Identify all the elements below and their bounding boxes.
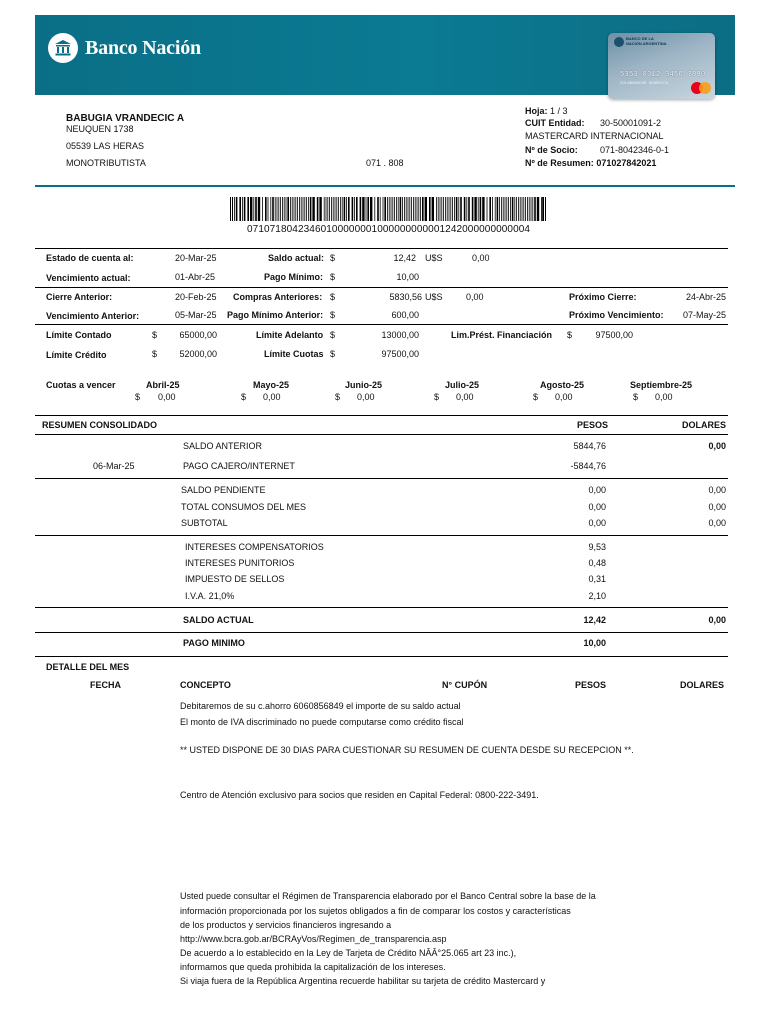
int-comp-label: INTERESES COMPENSATORIOS: [185, 542, 324, 552]
summary-line-3: [35, 324, 728, 325]
proximo-venc-label: Próximo Vencimiento:: [569, 310, 664, 320]
lim-prest-label: Lim.Prést. Financiación: [451, 330, 553, 340]
limite-cuotas-label: Límite Cuotas: [264, 349, 324, 359]
cuota-month: Julio-25: [445, 380, 480, 390]
barcode-bar: [336, 197, 337, 221]
pago-min-anterior-label: Pago Mínimo Anterior:: [227, 310, 324, 320]
barcode-bar: [420, 197, 421, 221]
barcode-bar: [327, 197, 328, 221]
saldo-actual-label: Saldo actual:: [268, 253, 325, 263]
barcode-bar: [384, 197, 386, 221]
barcode-bar: [525, 197, 526, 221]
barcode-bar: [406, 197, 407, 221]
summary-line-2: [35, 287, 728, 288]
currency-usd: U$S: [425, 253, 443, 263]
barcode-bar: [268, 197, 269, 221]
barcode-bar: [317, 197, 319, 221]
barcode-bar: [354, 197, 355, 221]
mastercard-logo-icon: [691, 82, 711, 94]
resumen-number: Nº de Resumen: 071027842021: [525, 158, 657, 168]
barcode-bar: [304, 197, 305, 221]
barcode-bar: [394, 197, 395, 221]
saldo-anterior-pesos: 5844,76: [573, 441, 606, 451]
resumen-line-3: [35, 535, 728, 536]
customer-city: 05539 LAS HERAS: [66, 141, 145, 151]
barcode-bar: [312, 197, 314, 221]
card-bank-logo: [614, 37, 624, 47]
compras-anteriores-label: Compras Anteriores:: [233, 292, 323, 302]
legal-line: Usted puede consultar el Régimen de Transparencia elaborado por el Banco Central sobre la base de la: [180, 891, 596, 901]
int-pun-label: INTERESES PUNITORIOS: [185, 558, 295, 568]
barcode-bar: [512, 197, 514, 221]
saldo-actual-usd: 0,00: [472, 253, 490, 263]
barcode-bar: [335, 197, 336, 221]
barcode-bar: [523, 197, 524, 221]
barcode-bar: [396, 197, 397, 221]
currency-symbol: $: [567, 330, 573, 340]
bank-logo: [48, 33, 201, 63]
branch-code: 071 . 808: [366, 158, 404, 168]
pago-pesos: -5844,76: [570, 461, 606, 471]
entity-name: MASTERCARD INTERNACIONAL: [525, 131, 664, 141]
resumen-line-2: [35, 478, 728, 479]
barcode-bar: [275, 197, 276, 221]
barcode-bar: [402, 197, 403, 221]
barcode-bar: [472, 197, 474, 221]
cuota-amount: 0,00: [158, 392, 176, 402]
limite-adelanto-label: Límite Adelanto: [256, 330, 324, 340]
legal-link[interactable]: http://www.bcra.gob.ar/BCRAyVos/Regimen_de_transparencia.asp: [180, 934, 447, 944]
saldo-anterior-label: SALDO ANTERIOR: [183, 441, 263, 451]
nota-iva: El monto de IVA discriminado no puede computarse como crédito fiscal: [180, 717, 464, 727]
bank-building-icon: [48, 33, 78, 63]
barcode-bar: [543, 197, 544, 221]
venc-anterior-value: 05-Mar-25: [175, 310, 217, 320]
barcode-bar: [480, 197, 482, 221]
socio-label: Nº de Socio:: [525, 145, 578, 155]
barcode-bar: [280, 197, 281, 221]
currency-symbol: $: [434, 392, 440, 402]
credit-card-image: [608, 33, 715, 99]
cuota-amount: 0,00: [456, 392, 474, 402]
cuota-amount: 0,00: [357, 392, 375, 402]
barcode-bar: [541, 197, 543, 221]
barcode-bar: [468, 197, 470, 221]
currency-symbol: $: [330, 253, 336, 263]
barcode-bar: [391, 197, 392, 221]
barcode-bar: [398, 197, 399, 221]
barcode-bar: [489, 197, 491, 221]
cuotas-label: Cuotas a vencer: [46, 380, 116, 390]
detalle-col-cupon: N° CUPÓN: [442, 680, 488, 690]
barcode-bar: [415, 197, 416, 221]
barcode-bar: [400, 197, 402, 221]
barcode-bar: [329, 197, 330, 221]
barcode-bar: [447, 197, 448, 221]
cuit-label: CUIT Entidad:: [525, 118, 585, 128]
venc-anterior-label: Vencimiento Anterior:: [46, 311, 140, 321]
barcode-bar: [529, 197, 530, 221]
currency-usd: U$S: [425, 292, 443, 302]
card-holder: COLABORADOR GENÉRICO: [620, 82, 669, 86]
barcode-bar: [262, 197, 263, 221]
barcode-bar: [450, 197, 451, 221]
card-brand-text: BANCO DE LA NACIÓN ARGENTINA: [626, 36, 667, 46]
barcode: [230, 197, 548, 221]
barcode-bar: [413, 197, 414, 221]
cuota-month: Agosto-25: [540, 380, 585, 390]
currency-symbol: $: [633, 392, 639, 402]
limite-cuotas-value: 97500,00: [381, 349, 419, 359]
pago-min-anterior-value: 600,00: [391, 310, 419, 320]
barcode-bar: [492, 197, 493, 221]
barcode-bar: [478, 197, 479, 221]
barcode-bar: [520, 197, 521, 221]
barcode-bar: [287, 197, 289, 221]
cierre-anterior-value: 20-Feb-25: [175, 292, 217, 302]
saldo-pendiente-dolares: 0,00: [708, 485, 726, 495]
barcode-bar: [429, 197, 431, 221]
vencimiento-value: 01-Abr-25: [175, 272, 216, 282]
barcode-bar: [344, 197, 346, 221]
saldo-actual-row-pesos: 12,42: [583, 615, 606, 625]
barcode-bar: [545, 197, 546, 221]
subtotal-dolares: 0,00: [708, 518, 726, 528]
barcode-bar: [303, 197, 304, 221]
barcode-bar: [319, 197, 321, 221]
nota-centro: Centro de Atención exclusivo para socios que residen en Capital Federal: 0800-222-3491.: [180, 790, 539, 800]
legal-line: información proporcionada por los sujetos obligados a fin de comparar los costos y características: [180, 906, 571, 916]
barcode-bar: [454, 197, 455, 221]
barcode-bar: [324, 197, 325, 221]
barcode-bar: [503, 197, 504, 221]
resumen-title: RESUMEN CONSOLIDADO: [42, 420, 158, 430]
barcode-bar: [518, 197, 519, 221]
barcode-bar: [482, 197, 484, 221]
barcode-bar: [297, 197, 298, 221]
barcode-bar: [409, 197, 410, 221]
total-consumos-label: TOTAL CONSUMOS DEL MES: [181, 502, 307, 512]
detalle-col-pesos: PESOS: [574, 680, 606, 690]
barcode-bar: [425, 197, 427, 221]
currency-symbol: $: [152, 330, 158, 340]
limite-credito-label: Límite Crédito: [46, 350, 107, 360]
limite-contado-label: Límite Contado: [46, 330, 112, 340]
barcode-bar: [348, 197, 350, 221]
compras-anteriores-usd: 0,00: [466, 292, 484, 302]
barcode-bar: [242, 197, 243, 221]
int-comp-pesos: 9,53: [588, 542, 606, 552]
barcode-bar: [443, 197, 444, 221]
barcode-bar: [522, 197, 523, 221]
proximo-venc-value: 07-May-25: [682, 310, 726, 320]
currency-symbol: $: [330, 292, 336, 302]
barcode-bar: [497, 197, 499, 221]
resumen-bottom-line: [35, 656, 728, 657]
customer-category: MONOTRIBUTISTA: [66, 158, 146, 168]
sellos-label: IMPUESTO DE SELLOS: [185, 574, 285, 584]
barcode-bar: [230, 197, 231, 221]
barcode-bar: [527, 197, 528, 221]
barcode-bar: [508, 197, 509, 221]
barcode-bar: [367, 197, 369, 221]
barcode-bar: [295, 197, 296, 221]
cuota-month: Junio-25: [345, 380, 383, 390]
barcode-bar: [286, 197, 287, 221]
barcode-bar: [474, 197, 476, 221]
nota-debito: Debitaremos de su c.ahorro 6060856849 el importe de su saldo actual: [180, 701, 461, 711]
barcode-bar: [292, 197, 293, 221]
barcode-bar: [326, 197, 327, 221]
barcode-bar: [445, 197, 446, 221]
barcode-bar: [377, 197, 379, 221]
barcode-bar: [338, 197, 339, 221]
barcode-bar: [232, 197, 233, 221]
limite-contado-value: 65000,00: [179, 330, 217, 340]
barcode-bar: [510, 197, 511, 221]
pago-minimo-row-pesos: 10,00: [583, 638, 606, 648]
barcode-bar: [374, 197, 375, 221]
currency-symbol: $: [330, 272, 336, 282]
limite-credito-value: 52000,00: [179, 349, 217, 359]
nota-plazo: ** USTED DISPONE DE 30 DIAS PARA CUESTIONAR SU RESUMEN DE CUENTA DESDE SU RECEPCION **.: [180, 745, 634, 755]
total-consumos-pesos: 0,00: [588, 502, 606, 512]
barcode-bar: [333, 197, 334, 221]
pago-minimo-value: 10,00: [396, 272, 419, 282]
card-number: 5353 0312 3456 7890: [620, 71, 706, 79]
barcode-bar: [408, 197, 409, 221]
customer-name: BABUGIA VRANDECIC A: [66, 113, 185, 124]
total-consumos-dolares: 0,00: [708, 502, 726, 512]
barcode-bar: [366, 197, 367, 221]
barcode-bar: [499, 197, 500, 221]
barcode-bar: [418, 197, 419, 221]
summary-top-line: [35, 248, 728, 249]
barcode-bar: [456, 197, 458, 221]
saldo-actual-row-label: SALDO ACTUAL: [183, 615, 254, 625]
barcode-bar: [392, 197, 393, 221]
barcode-bar: [270, 197, 271, 221]
barcode-bar: [404, 197, 405, 221]
barcode-bar: [537, 197, 539, 221]
barcode-bar: [436, 197, 437, 221]
barcode-bar: [458, 197, 459, 221]
bank-name: Banco Nación: [85, 36, 201, 59]
pago-minimo-row-label: PAGO MINIMO: [183, 638, 245, 648]
barcode-bar: [505, 197, 506, 221]
barcode-bar: [438, 197, 439, 221]
socio-value: 071-8042346-0-1: [600, 145, 670, 155]
barcode-bar: [360, 197, 362, 221]
proximo-cierre-value: 24-Abr-25: [685, 292, 726, 302]
barcode-bar: [265, 197, 267, 221]
barcode-bar: [258, 197, 260, 221]
barcode-bar: [253, 197, 254, 221]
currency-symbol: $: [135, 392, 141, 402]
barcode-bar: [531, 197, 532, 221]
sellos-pesos: 0,31: [588, 574, 606, 584]
pago-fecha: 06-Mar-25: [93, 461, 135, 471]
barcode-bar: [380, 197, 381, 221]
resumen-header-line: [35, 434, 728, 435]
currency-symbol: $: [330, 330, 336, 340]
barcode-bar: [342, 197, 343, 221]
subtotal-label: SUBTOTAL: [181, 518, 228, 528]
lim-prest-value: 97500,00: [595, 330, 633, 340]
barcode-bar: [290, 197, 291, 221]
estado-value: 20-Mar-25: [175, 253, 217, 263]
barcode-bar: [460, 197, 462, 221]
barcode-number: 07107180423460100000001000000000001242000000000004: [247, 224, 531, 235]
iva-pesos: 2,10: [588, 591, 606, 601]
header-divider: [35, 185, 735, 187]
detalle-col-dolares: DOLARES: [679, 680, 724, 690]
barcode-bar: [362, 197, 364, 221]
barcode-bar: [449, 197, 450, 221]
barcode-bar: [299, 197, 300, 221]
pago-minimo-label: Pago Mínimo:: [264, 272, 323, 282]
barcode-bar: [417, 197, 418, 221]
currency-symbol: $: [533, 392, 539, 402]
legal-line: de los productos y servicios financieros ingresando a: [180, 920, 392, 930]
barcode-bar: [250, 197, 252, 221]
barcode-bar: [306, 197, 307, 221]
barcode-bar: [308, 197, 309, 221]
barcode-bar: [356, 197, 358, 221]
detalle-title: DETALLE DEL MES: [46, 662, 130, 672]
cuota-amount: 0,00: [655, 392, 673, 402]
barcode-bar: [234, 197, 235, 221]
resumen-top-line: [35, 415, 728, 416]
barcode-bar: [284, 197, 285, 221]
compras-anteriores-pesos: 5830,56: [389, 292, 422, 302]
barcode-bar: [370, 197, 372, 221]
barcode-bar: [466, 197, 467, 221]
barcode-bar: [255, 197, 257, 221]
int-pun-pesos: 0,48: [588, 558, 606, 568]
vencimiento-label: Vencimiento actual:: [46, 273, 131, 283]
barcode-bar: [383, 197, 384, 221]
saldo-anterior-dolares: 0,00: [708, 441, 726, 451]
barcode-bar: [331, 197, 332, 221]
barcode-bar: [340, 197, 341, 221]
barcode-bar: [441, 197, 442, 221]
barcode-bar: [495, 197, 496, 221]
currency-symbol: $: [330, 310, 336, 320]
barcode-bar: [244, 197, 246, 221]
cuota-month: Septiembre-25: [630, 380, 693, 390]
resumen-line-4: [35, 607, 728, 608]
saldo-pendiente-pesos: 0,00: [588, 485, 606, 495]
pago-label: PAGO CAJERO/INTERNET: [183, 461, 295, 471]
barcode-bar: [452, 197, 453, 221]
saldo-actual-pesos: 12,42: [393, 253, 416, 263]
currency-symbol: $: [335, 392, 341, 402]
barcode-bar: [387, 197, 388, 221]
resumen-line-5: [35, 632, 728, 633]
currency-symbol: $: [152, 349, 158, 359]
legal-line: Si viaja fuera de la República Argentina recuerde habilitar su tarjeta de crédito Mastercard y: [180, 976, 546, 986]
barcode-bar: [301, 197, 302, 221]
cuota-amount: 0,00: [263, 392, 281, 402]
barcode-bar: [310, 197, 312, 221]
barcode-bar: [501, 197, 502, 221]
page-indicator: Hoja: 1 / 3: [525, 106, 568, 116]
barcode-bar: [440, 197, 441, 221]
barcode-bar: [352, 197, 354, 221]
currency-symbol: $: [330, 349, 336, 359]
cuota-month: Mayo-25: [253, 380, 290, 390]
cuit-value: 30-50001091-2: [600, 118, 662, 128]
barcode-bar: [294, 197, 295, 221]
barcode-bar: [239, 197, 241, 221]
barcode-bar: [487, 197, 488, 221]
barcode-bar: [346, 197, 347, 221]
saldo-actual-row-dolares: 0,00: [708, 615, 726, 625]
legal-line: De acuerdo a lo establecido en la Ley de Tarjeta de Crédito NÂÂ°25.065 art 23 inc.),: [180, 948, 517, 958]
iva-label: I.V.A. 21,0%: [185, 591, 235, 601]
cuota-amount: 0,00: [555, 392, 573, 402]
barcode-bar: [389, 197, 390, 221]
limite-adelanto-value: 13000,00: [381, 330, 419, 340]
barcode-bar: [236, 197, 238, 221]
detalle-col-fecha: FECHA: [90, 680, 121, 690]
barcode-bar: [247, 197, 249, 221]
barcode-bar: [464, 197, 466, 221]
barcode-bar: [532, 197, 533, 221]
barcode-bar: [514, 197, 515, 221]
barcode-bar: [278, 197, 279, 221]
estado-label: Estado de cuenta al:: [46, 253, 134, 263]
subtotal-pesos: 0,00: [588, 518, 606, 528]
detalle-col-concepto: CONCEPTO: [180, 680, 231, 690]
cuota-month: Abril-25: [146, 380, 180, 390]
barcode-bar: [534, 197, 536, 221]
barcode-bar: [506, 197, 507, 221]
barcode-bar: [272, 197, 274, 221]
resumen-col-pesos: PESOS: [576, 420, 608, 430]
cierre-anterior-label: Cierre Anterior:: [46, 292, 113, 302]
currency-symbol: $: [241, 392, 247, 402]
barcode-bar: [516, 197, 517, 221]
legal-line: informamos que queda prohibida la capitalización de los intereses.: [180, 962, 446, 972]
barcode-bar: [422, 197, 424, 221]
saldo-pendiente-label: SALDO PENDIENTE: [181, 485, 266, 495]
customer-address: NEUQUEN 1738: [66, 124, 134, 134]
resumen-col-dolares: DOLARES: [681, 420, 726, 430]
proximo-cierre-label: Próximo Cierre:: [569, 292, 637, 302]
barcode-bar: [277, 197, 278, 221]
barcode-bar: [282, 197, 283, 221]
barcode-bar: [432, 197, 434, 221]
barcode-bar: [411, 197, 412, 221]
